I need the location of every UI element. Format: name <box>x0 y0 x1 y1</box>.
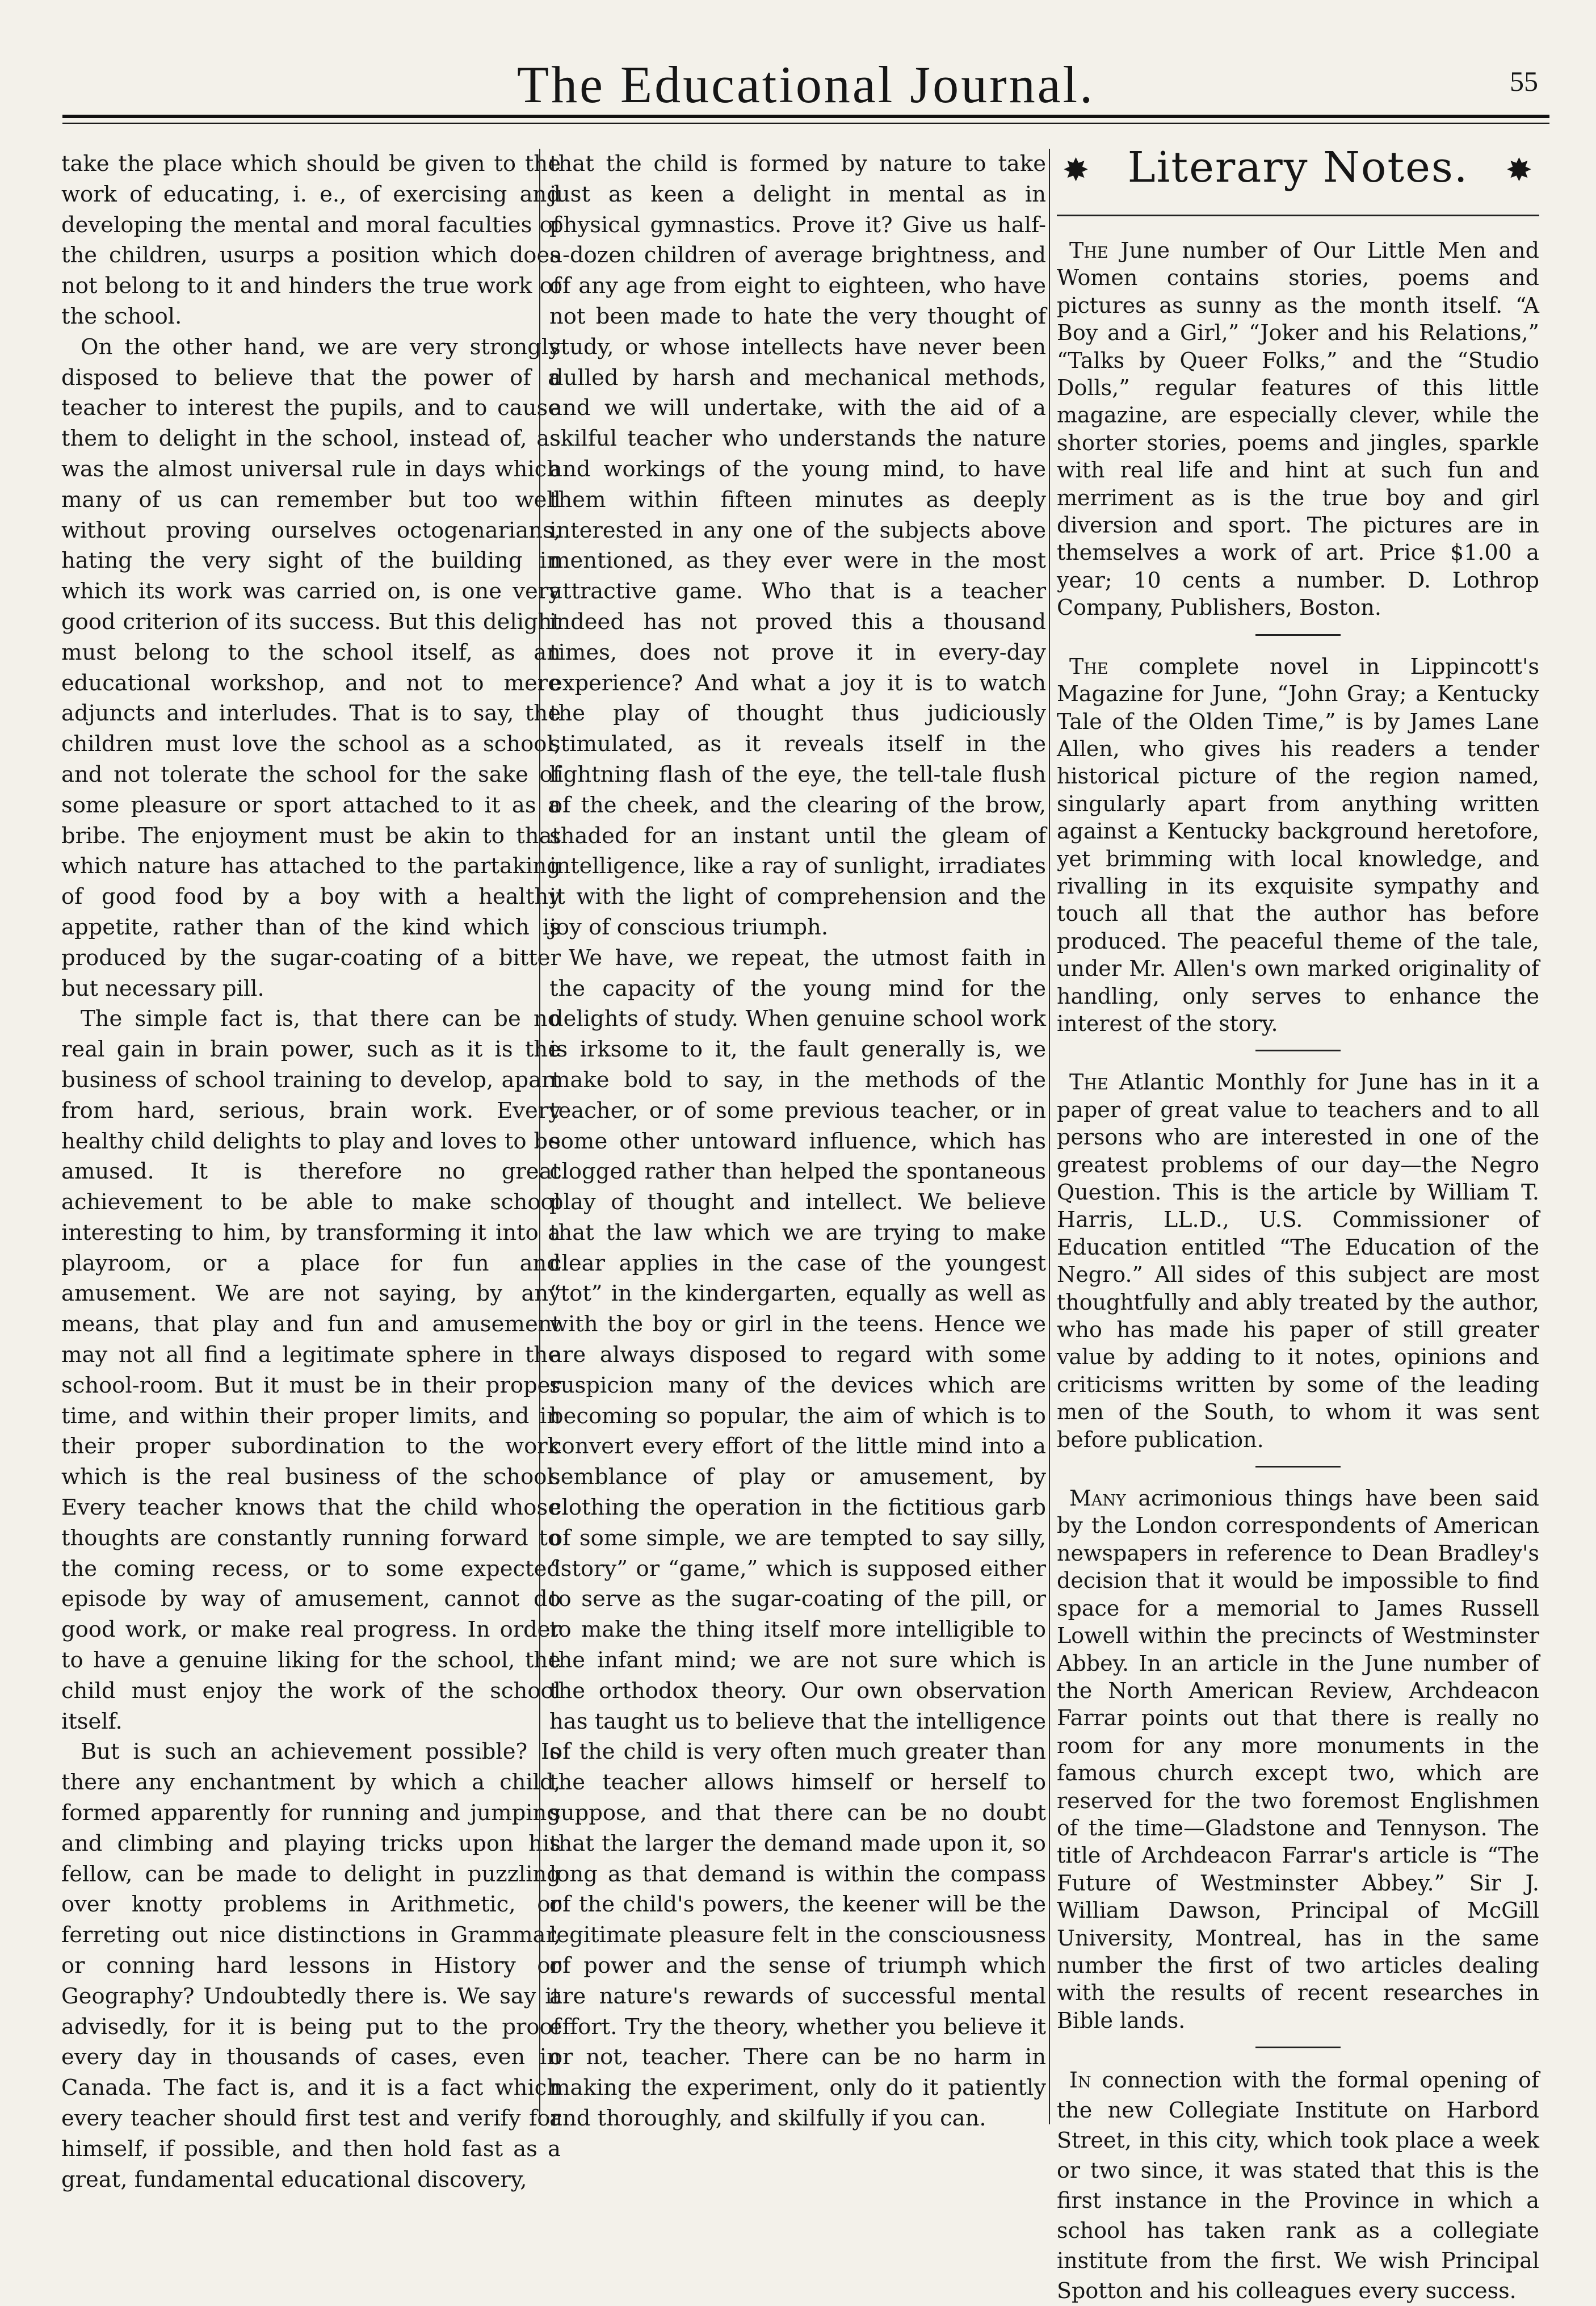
literary-note <box>1057 1068 1539 1453</box>
literary-note <box>1057 237 1539 622</box>
article-paragraph: We have, we repeat, the utmost faith in the capacity of the young mind for the delights of study. When genuine school work is irksome to it, the fault generally is, we make bold to say, in the methods of the teacher, or of some previous teacher, or in some other untoward influence, which has clogged rather than helped the spontaneous play of thought and intellect. We believe that the law which we are trying to make clear applies in the case of the youngest “tot” in the kindergarten, equally as well as with the boy or girl in the teens. Hence we are always disposed to regard with some suspicion many of the devices which are becoming so popular, the aim of which is to convert every effort of the little mind into a semblance of play or amusement, by clothing the operation in the fictitious garb of some simple, we are tempted to say silly, “story” or “game,” which is supposed either to serve as the sugar-coating of the pill, or to make the thing itself more intelligible to the infant mind; we are not sure which is the orthodox theory. Our own observation has taught us to believe that the intelligence of the child is very often much greater than the teacher allows himself or herself to suppose, and that there can be no doubt that the larger the demand made upon it, so long as that demand is within the compass of the child's powers, the keener will be the legitimate pleasure felt in the consciousness of power and the sense of triumph which are nature's rewards of successful mental effort. Try the theory, whether you believe it or not, teacher. There can be no harm in making the experiment, only do it patiently and thoroughly, and skilfully if you can. <box>549 945 1046 2131</box>
note-lead: In <box>1069 2068 1091 2093</box>
note-separator <box>1255 1050 1341 1051</box>
note-separator <box>1255 634 1341 636</box>
literary-note <box>1057 1485 1539 2034</box>
page-number: 55 <box>1510 65 1538 97</box>
note-separator <box>1255 1466 1341 1468</box>
note-lead: The <box>1069 1070 1108 1095</box>
section-title: Literary Notes. <box>1127 143 1469 192</box>
article-paragraph: that the child is formed by nature to take just as keen a delight in mental as in physical gymnastics. Prove it? Give us half-a-dozen children of average brightness, and of any age from eight to eighteen, who have not been made to hate the very thought of study, or whose intellects have never been dulled by harsh and mechanical methods, and we will undertake, with the aid of a skilful teacher who understands the nature and workings of the young mind, to have them within fifteen minutes as deeply interested in any one of the subjects above mentioned, as they ever were in the most attractive game. Who that is a teacher indeed has not proved this a thousand times, does not prove it in every-day experience? And what a joy it is to watch the play of thought thus judiciously stimulated, as it reveals itself in the lightning flash of the eye, the tell-tale flush of the cheek, and the clearing of the brow, shaded for an instant until the gleam of intelligence, like a ray of sunlight, irradiates it with the light of comprehension and the joy of conscious triumph. <box>549 151 1046 940</box>
article-paragraph: The simple fact is, that there can be no real gain in brain power, such as it is the business of school training to develop, apart from hard, serious, brain work. Every healthy child delights to play and loves to be amused. It is therefore no great achievement to be able to make school interesting to him, by transforming it into a playroom, or a place for fun and amusement. We are not saying, by any means, that play and fun and amusement may not all find a legitimate sphere in the school-room. But it must be in their proper time, and within their proper limits, and in their proper subordination to the work which is the real business of the school. Every teacher knows that the child whose thoughts are constantly running forward to the coming recess, or to some expected episode by way of amusement, cannot do good work, or make real progress. In order to have a genuine liking for the school, the child must enjoy the work of the school itself. <box>61 1006 561 1734</box>
header-rule-thin <box>62 123 1549 124</box>
header-rule-thick <box>62 115 1549 118</box>
note-text: June number of Our Little Men and Women contains stories, poems and pictures as sunny as the month itself. “A Boy and a Girl,” “Joker and his Relations,” “Talks by Queer Folks,” and the “Studio Dolls,” regular features of this little magazine, are especially clever, while the shorter stories, poems and jingles, sparkle with real life and hint at such fun and merriment as is the true boy and girl diversion and sport. The pictures are in themselves a work of art. Price $1.00 a year; 10 cents a number. D. Lothrop Company, Publishers, Boston. <box>1057 238 1539 620</box>
journal-title: The Educational Journal. <box>516 56 1095 114</box>
literary-note <box>1057 653 1539 1038</box>
star-ornament-icon: ✸ <box>1505 152 1534 189</box>
note-text: acrimonious things have been said by the London correspondents of American newspapers in reference to Dean Bradley's decision that it would be impossible to find space for a memorial to James Russell Lowell within the precincts of Westminster Abbey. In an article in the June number of the North American Review, Archdeacon Farrar points out that there is really no room for any more monuments in the famous church except two, which are reserved for the two foremost Englishmen of the time—Gladstone and Tennyson. The title of Archdeacon Farrar's article is “The Future of Westminster Abbey.” Sir J. William Dawson, Principal of McGill University, Montreal, has in the same number the first of two articles dealing with the results of recent researches in Bible lands. <box>1057 1486 1539 2033</box>
literary-notes-column <box>1057 136 1539 2306</box>
column-divider <box>539 149 540 2124</box>
note-text: connection with the formal opening of the new Collegiate Institute on Harbord Street, in this city, which took place a week or two since, it was stated that this is the first instance in the Province in which a school has taken rank as a collegiate institute from the first. We wish Principal Spotton and his colleagues every success. <box>1057 2068 1539 2304</box>
article-column-1 <box>61 149 561 2195</box>
article-paragraph: On the other hand, we are very strongly disposed to believe that the power of a teacher to interest the pupils, and to cause them to delight in the school, instead of, as was the almost universal rule in days which many of us can remember but too well without proving ourselves octogenarians, hating the very sight of the building in which its work was carried on, is one very good criterion of its success. But this delight must belong to the school itself, as an educational workshop, and not to mere adjuncts and interludes. That is to say, the children must love the school as a school, and not tolerate the school for the sake of some pleasure or sport attached to it as a bribe. The enjoyment must be akin to that which nature has attached to the partaking of good food by a boy with a healthy appetite, rather than of the kind which is produced by the sugar-coating of a bitter but necessary pill. <box>61 334 561 1001</box>
note-lead: The <box>1069 238 1108 263</box>
column-divider <box>1049 149 1050 2124</box>
note-lead: Many <box>1069 1486 1126 1511</box>
note-lead: The <box>1069 653 1108 679</box>
article-column-2 <box>549 149 1046 2134</box>
note-text: complete novel in Lippincott's Magazine for June, “John Gray; a Kentucky Tale of the Olden Time,” is by James Lane Allen, who gives his readers a tender historical picture of the region named, singularly apart from anything written against a Kentucky background heretofore, yet brimming with local knowledge, and rivalling in its exquisite sympathy and touch all that the author has before produced. The peaceful theme of the tale, under Mr. Allen's own marked originality of handling, only serves to enhance the interest of the story. <box>1057 653 1539 1036</box>
literary-note <box>1057 2065 1539 2306</box>
literary-notes-heading <box>1057 136 1539 204</box>
star-ornament-icon: ✸ <box>1062 152 1091 189</box>
article-paragraph: But is such an achievement possible? Is there any enchantment by which a child, formed apparently for running and jumping and climbing and playing tricks upon his fellow, can be made to delight in puzzling over knotty problems in Arithmetic, or ferreting out nice distinctions in Grammar, or conning hard lessons in History or Geography? Undoubtedly there is. We say it advisedly, for it is being put to the proof every day in thousands of cases, even in Canada. The fact is, and it is a fact which every teacher should first test and verify for himself, if possible, and then hold fast as a great, fundamental educational discovery, <box>61 1739 561 2192</box>
note-text: Atlantic Monthly for June has in it a paper of great value to teachers and to all persons who are interested in one of the greatest problems of our day—the Negro Question. This is the article by William T. Harris, LL.D., U.S. Commissioner of Education entitled “The Education of the Negro.” All sides of this subject are most thoughtfully and ably treated by the author, who has made his paper of still greater value by adding to it notes, opinions and criticisms written by some of the leading men of the South, to whom it was sent before publication. <box>1057 1070 1539 1452</box>
article-paragraph: take the place which should be given to the work of educating, i. e., of exercising and developing the mental and moral faculties of the children, usurps a position which does not belong to it and hinders the true work of the school. <box>61 151 561 329</box>
note-separator <box>1255 2047 1341 2048</box>
section-rule <box>1057 215 1539 216</box>
masthead <box>62 54 1549 114</box>
